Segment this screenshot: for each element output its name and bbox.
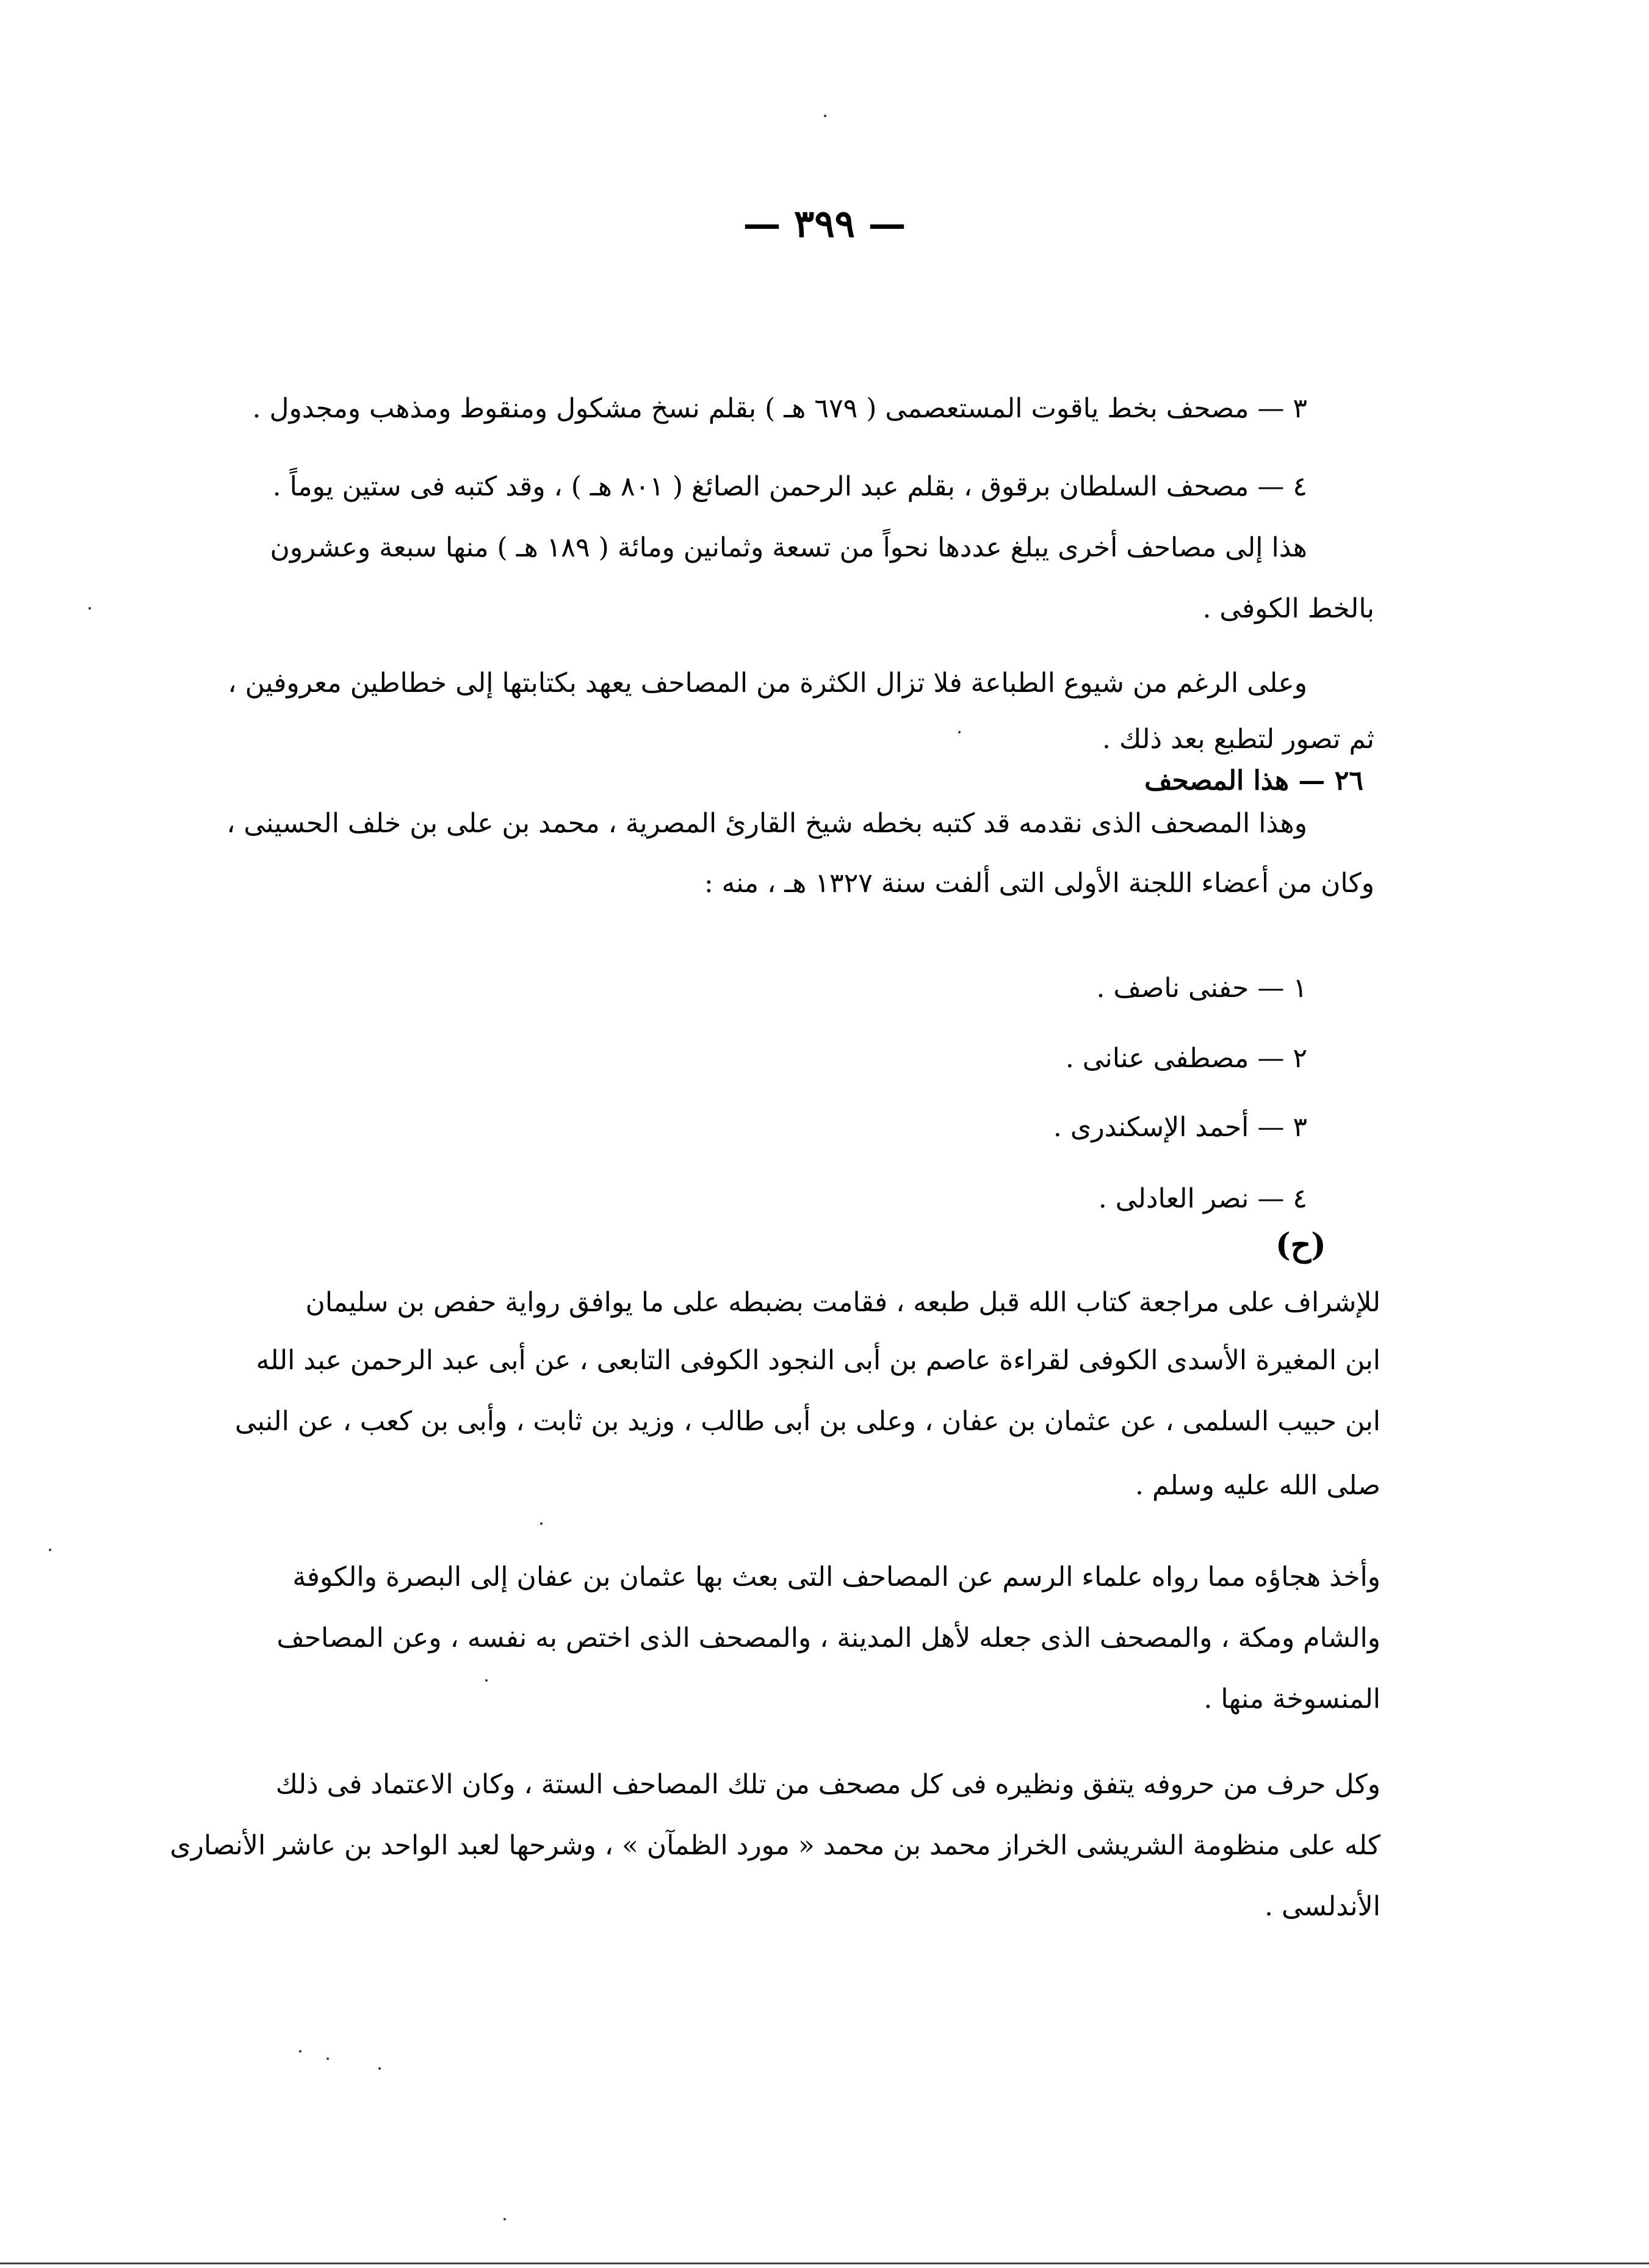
paragraph-line: الأندلسى . — [1265, 1891, 1380, 1922]
scan-speck — [824, 115, 826, 117]
paragraph-line: وهذا المصحف الذى نقدمه قد كتبه بخطه شيخ القارئ المصرية ، محمد بن على بن خلف الحسينى ، — [226, 808, 1307, 839]
member-item: ١ — حفنى ناصف . — [1096, 973, 1307, 1004]
paragraph-line: ابن المغيرة الأسدى الكوفى لقراءة عاصم بن أبى النجود الكوفى التابعى ، عن أبى عبد الرحمن عبد الله — [256, 1345, 1380, 1376]
scan-speck — [540, 1522, 543, 1525]
paragraph-line: هذا إلى مصاحف أخرى يبلغ عددها نحواً من تسعة وثمانين ومائة ( ١٨٩ هـ ) منها سبعة وعشرون — [270, 532, 1307, 563]
scan-speck — [88, 607, 91, 610]
paragraph-line: وأخذ هجاؤه مما رواه علماء الرسم عن المصاحف التى بعث بها عثمان بن عفان إلى البصرة والكوفة — [292, 1561, 1380, 1593]
scan-speck — [49, 1549, 51, 1551]
member-item: ٢ — مصطفى عنانى . — [1065, 1043, 1307, 1074]
paragraph-line: صلى الله عليه وسلم . — [1135, 1470, 1380, 1501]
paragraph-line: للإشراف على مراجعة كتاب الله قبل طبعه ، فقامت بضبطه على ما يوافق رواية حفص بن سليمان — [305, 1287, 1380, 1318]
scan-speck — [299, 2050, 301, 2053]
paragraph-line: بالخط الكوفى . — [1202, 593, 1374, 624]
scan-speck — [503, 2218, 506, 2220]
section-heading: ٢٦ — هذا المصحف — [1144, 765, 1363, 796]
paragraph-line: ثم تصور لتطبع بعد ذلك . — [1102, 724, 1374, 755]
member-item: ٤ — نصر العادلى . — [1098, 1183, 1307, 1214]
paragraph-line: وعلى الرغم من شيوع الطباعة فلا تزال الكثرة من المصاحف يعهد بكتابتها إلى خطاطين معروفين ، — [228, 668, 1307, 699]
paragraph-line: وكان من أعضاء اللجنة الأولى التى ألفت سنة ١٣٢٧ هـ ، منه : — [704, 868, 1374, 899]
paragraph-line: المنسوخة منها . — [1203, 1683, 1380, 1715]
scan-speck — [958, 731, 961, 733]
paragraph-line: والشام ومكة ، والمصحف الذى جعله لأهل المدينة ، والمصحف الذى اختص به نفسه ، وعن المصاحف — [276, 1622, 1380, 1654]
member-item: ٣ — أحمد الإسكندرى . — [1053, 1112, 1307, 1143]
paragraph-line: كله على منظومة الشريشى الخراز محمد بن محمد « مورد الظمآن » ، وشرحها لعبد الواحد بن عاشر الأنصارى — [170, 1830, 1380, 1861]
marker: (ح) — [1276, 1226, 1326, 1264]
scan-speck — [327, 2057, 329, 2060]
list-item: ٣ — مصحف بخط ياقوت المستعصمى ( ٦٧٩ هـ ) بقلم نسخ مشكول ومنقوط ومذهب ومجدول . — [252, 393, 1307, 424]
page-number: — ٣٩٩ — — [743, 201, 906, 246]
scan-speck — [485, 1679, 488, 1682]
page-edge — [0, 2263, 1649, 2264]
paragraph-line: ابن حبيب السلمى ، عن عثمان بن عفان ، وعلى بن أبى طالب ، وزيد بن ثابت ، وأبى بن كعب ، عن النبى — [234, 1406, 1380, 1437]
paragraph-line: وكل حرف من حروفه يتفق ونظيره فى كل مصحف من تلك المصاحف الستة ، وكان الاعتماد فى ذلك — [275, 1769, 1380, 1800]
list-item: ٤ — مصحف السلطان برقوق ، بقلم عبد الرحمن الصائغ ( ٨٠١ هـ ) ، وقد كتبه فى ستين يوماً . — [272, 471, 1307, 502]
scan-speck — [378, 2067, 381, 2070]
